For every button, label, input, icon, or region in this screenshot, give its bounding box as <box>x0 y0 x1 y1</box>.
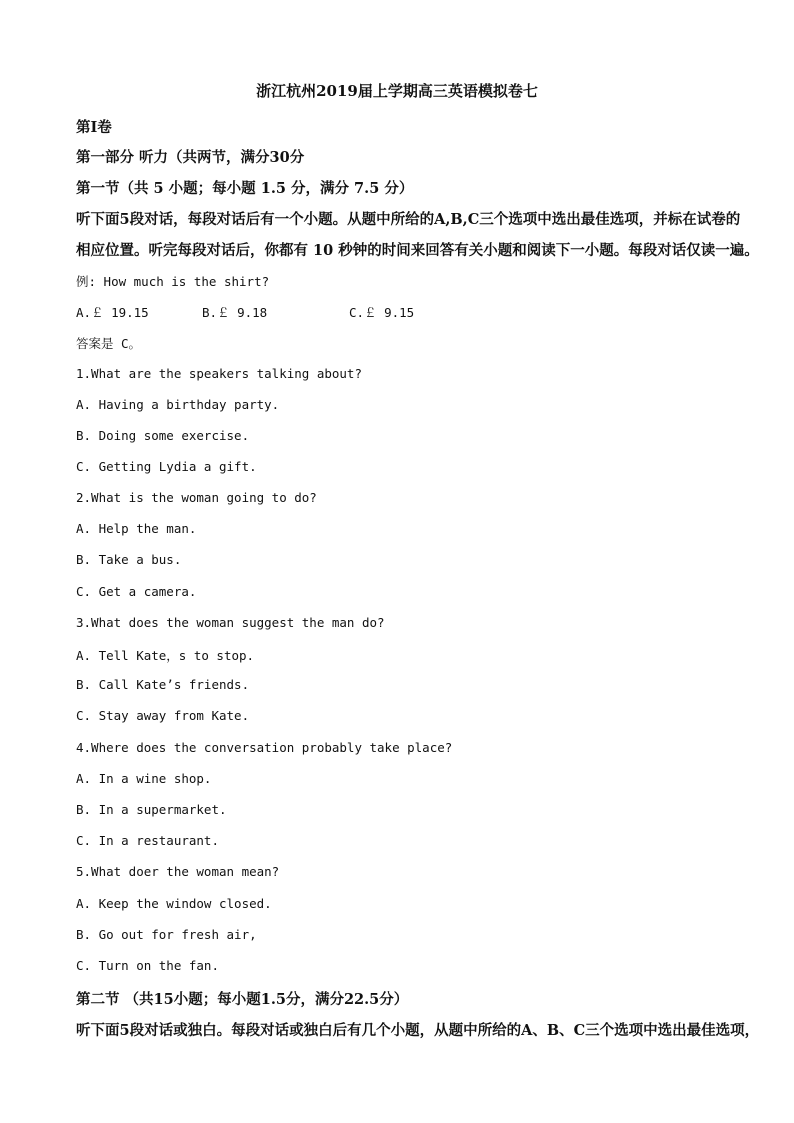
example-option-c: C.￡ 9.15 <box>349 305 415 320</box>
question-4: 4.Where does the conversation probably take place? <box>76 740 453 755</box>
question-3-option-b: B. Call Kate’s friends. <box>76 677 250 692</box>
question-2-option-a: A. Help the man. <box>76 521 197 536</box>
question-5-option-a: A. Keep the window closed. <box>76 896 272 911</box>
question-1-option-c: C. Getting Lydia a gift. <box>76 459 257 474</box>
example-options <box>76 303 414 321</box>
section1-heading: 第一节（共 5 小题；每小题 1.5 分，满分 7.5 分） <box>76 180 414 197</box>
example-option-b: B.￡ 9.18 <box>202 305 268 320</box>
section1-instructions-line2: 相应位置。听完每段对话后，你都有 10 秒钟的时间来回答有关小题和阅读下一小题。每段对话仅读一遍。 <box>76 242 759 259</box>
volume-label: 第Ⅰ卷 <box>76 119 112 136</box>
question-5-option-b: B. Go out for fresh air, <box>76 927 257 942</box>
part1-heading: 第一部分 听力（共两节，满分30分 <box>76 149 305 166</box>
example-question: 例: How much is the shirt? <box>76 274 270 289</box>
question-2: 2.What is the woman going to do? <box>76 490 317 505</box>
page-title: 浙江杭州2019届上学期高三英语模拟卷七 <box>256 82 538 100</box>
question-3-option-a: A. Tell Kate，s to stop. <box>76 648 255 663</box>
question-4-option-b: B. In a supermarket. <box>76 802 227 817</box>
question-2-option-c: C. Get a camera. <box>76 584 197 599</box>
example-answer: 答案是 C。 <box>76 336 142 351</box>
question-5-option-c: C. Turn on the fan. <box>76 958 219 973</box>
question-5: 5.What doer the woman mean? <box>76 864 280 879</box>
question-2-option-b: B. Take a bus. <box>76 552 182 567</box>
question-3: 3.What does the woman suggest the man do? <box>76 615 385 630</box>
question-3-option-c: C. Stay away from Kate. <box>76 708 250 723</box>
question-4-option-c: C. In a restaurant. <box>76 833 219 848</box>
question-1-option-b: B. Doing some exercise. <box>76 428 250 443</box>
question-1: 1.What are the speakers talking about? <box>76 366 362 381</box>
section2-instructions: 听下面5段对话或独白。每段对话或独白后有几个小题，从题中所给的A、B、C三个选项中选出最佳选项， <box>76 1022 760 1039</box>
example-option-a: A.￡ 19.15 <box>76 305 149 320</box>
section1-instructions-line1: 听下面5段对话，每段对话后有一个小题。从题中所给的A,B,C三个选项中选出最佳选项，并标在试卷的 <box>76 211 741 228</box>
question-1-option-a: A. Having a birthday party. <box>76 397 280 412</box>
question-4-option-a: A. In a wine shop. <box>76 771 212 786</box>
section2-heading: 第二节 （共15小题；每小题1.5分，满分22.5分） <box>76 991 409 1008</box>
